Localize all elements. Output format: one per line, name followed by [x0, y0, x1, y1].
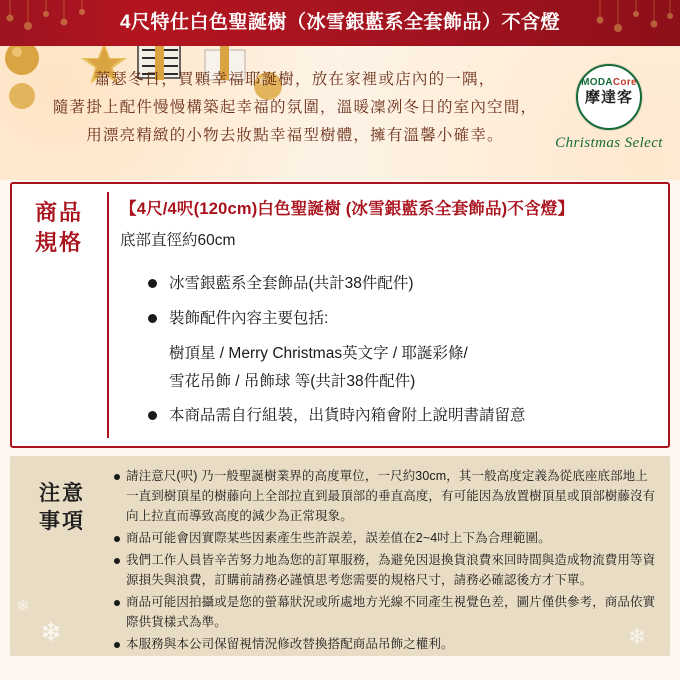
notice-label	[22, 480, 102, 536]
list-item	[148, 305, 658, 332]
notice-label-line2: 事項	[39, 510, 85, 533]
logo-brand-cn: 摩達客	[584, 89, 633, 106]
list-item	[114, 550, 658, 590]
spec-label-line2: 規格	[34, 230, 83, 255]
bullet-dot-icon	[114, 600, 120, 606]
intro-section	[0, 46, 680, 180]
snowflake-icon: ❄	[40, 617, 62, 647]
notice-item-text: 本服務與本公司保留視情況修改替換搭配商品吊飾之權利。	[126, 637, 454, 651]
brand-logo	[550, 64, 668, 152]
spec-item-text: 雪花吊飾 / 吊飾球 等(共計38件配件)	[169, 373, 416, 390]
spec-item-text: 冰雪銀藍系全套飾品(共計38件配件)	[169, 275, 414, 292]
list-item	[148, 270, 658, 297]
list-item	[114, 466, 658, 526]
header-banner	[0, 0, 680, 46]
notice-label-line1: 注意	[39, 482, 85, 505]
bullet-dot-icon	[148, 314, 157, 323]
spec-label-line1: 商品	[34, 200, 83, 225]
snowflake-icon: ❄	[16, 598, 30, 615]
snowflake-icon: ❄	[627, 624, 646, 649]
logo-moda: MODA	[581, 77, 613, 88]
poem-line-3: 用漂亮精緻的小物去妝點幸福型樹體，擁有溫馨小確幸。	[86, 127, 504, 144]
spec-item-text: 本商品需自行組裝，出貨時內箱會附上說明書請留意	[169, 407, 526, 424]
notice-content	[114, 466, 658, 656]
logo-caption: Christmas Select	[555, 135, 663, 151]
spec-list	[120, 270, 658, 429]
logo-core: Core	[612, 77, 637, 88]
spec-divider	[107, 192, 109, 438]
spec-item-text: 裝飾配件內容主要包括:	[169, 310, 329, 327]
list-item	[114, 592, 658, 632]
spec-subtitle: 底部直徑約60cm	[120, 232, 236, 249]
logo-badge	[576, 64, 642, 130]
spec-label	[20, 198, 98, 258]
spec-title: 【4尺/4呎(120cm)白色聖誕樹 (冰雪銀藍系全套飾品)不含燈】	[120, 200, 575, 218]
notice-item-text: 請注意尺(呎) 乃一般聖誕樹業界的高度單位，一尺約30cm，其一般高度定義為從底座底部地上一直到樹頂星的樹藤向上全部拉直到最頂部的垂直高度，有可能因為放置樹頂星或頂部樹藤沒有向上拉直而導致高度的減少為正常現象。	[126, 469, 656, 523]
logo-brand-en	[578, 77, 640, 88]
bullet-dot-icon	[148, 279, 157, 288]
list-item	[114, 528, 658, 548]
poem-line-1: 蕭瑟冬日，買顆幸福耶誕樹，放在家裡或店內的一隅，	[94, 71, 496, 88]
spec-box	[10, 182, 670, 448]
bullet-dot-icon	[114, 474, 120, 480]
notice-item-text: 商品可能會因實際某些因素產生些許誤差，誤差值在2~4吋上下為合理範圍。	[126, 531, 551, 545]
bullet-dot-icon	[114, 558, 120, 564]
page-title: 4尺特仕白色聖誕樹（冰雪銀藍系全套飾品）不含燈	[119, 12, 561, 33]
notice-item-text: 商品可能因拍攝或是您的螢幕狀況或所處地方光線不同產生視覺色差，圖片僅供參考，商品依實際供貨樣式為準。	[126, 595, 656, 629]
notice-box	[10, 456, 670, 656]
bullet-dot-icon	[114, 536, 120, 542]
bullet-dot-icon	[114, 642, 120, 648]
notice-item-text: 我們工作人員皆辛苦努力地為您的訂單服務，為避免因退換貨浪費來回時間與造成物流費用等資源損失與浪費，訂購前請務必謹慎思考您需要的規格尺寸，請務必確認後方才下單。	[126, 553, 656, 587]
poem-line-2: 隨著掛上配件慢慢構築起幸福的氛圍，溫暖凜冽冬日的室內空間，	[52, 99, 538, 116]
list-item	[148, 402, 658, 429]
intro-poem	[40, 66, 550, 150]
list-item	[114, 634, 658, 654]
spec-content	[120, 196, 658, 437]
spec-item-text: 樹頂星 / Merry Christmas英文字 / 耶誕彩條/	[169, 345, 468, 362]
bullet-dot-icon	[148, 411, 157, 420]
